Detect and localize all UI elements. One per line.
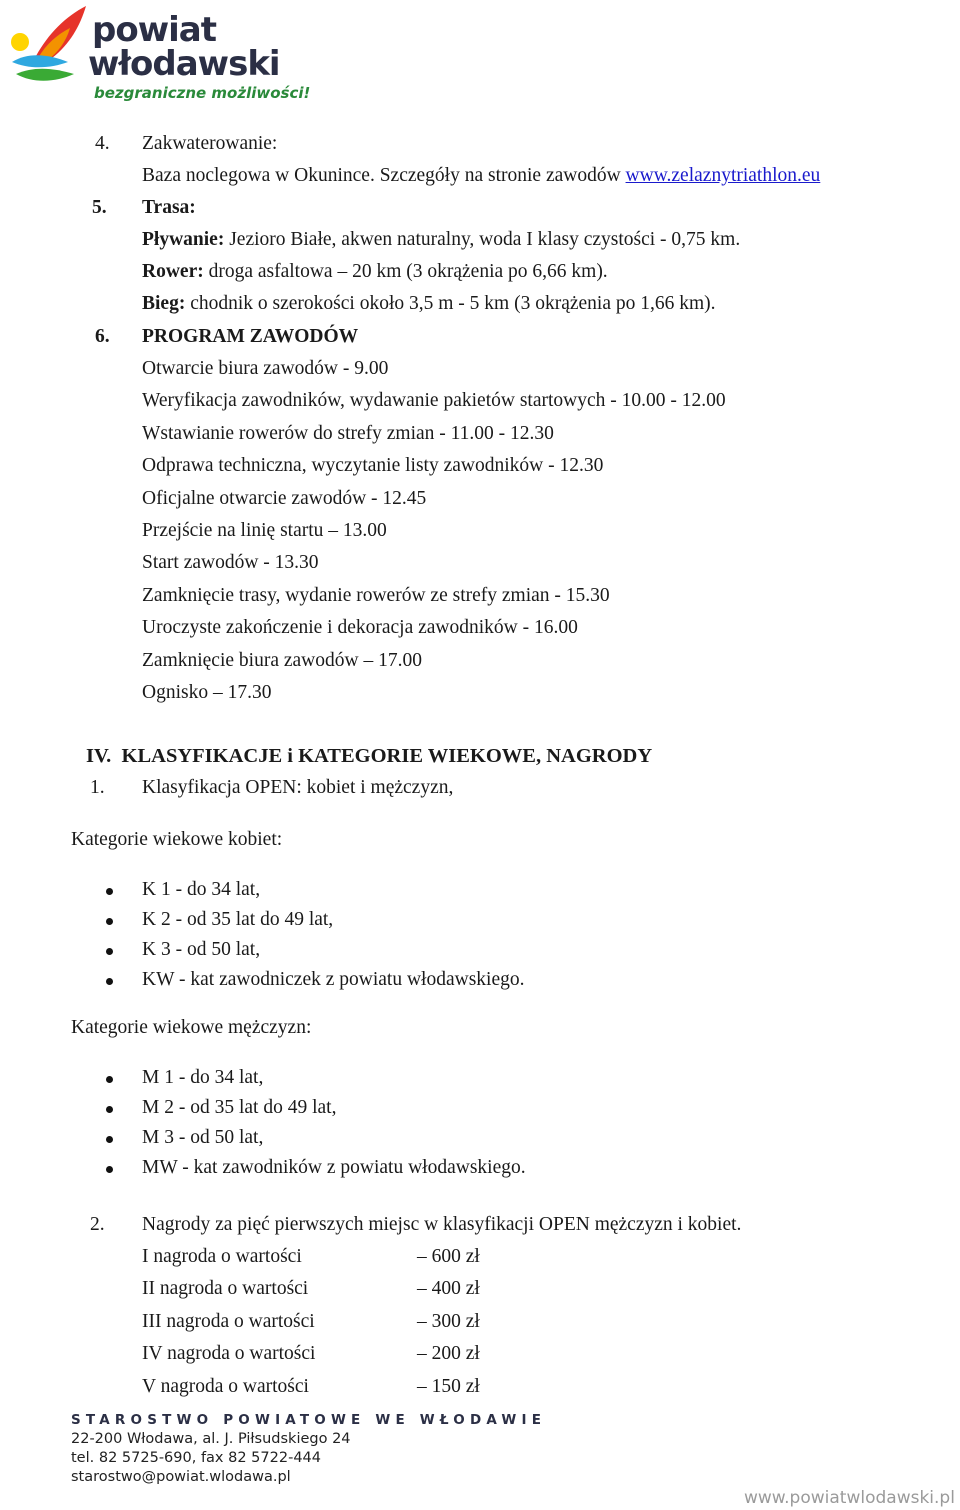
item-number: 5. (92, 197, 107, 218)
program-item: Odprawa techniczna, wyczytanie listy zawodników - 12.30 (142, 455, 604, 477)
bullet-icon (106, 1106, 113, 1113)
bullet-icon (106, 918, 113, 925)
men-category-item: M 3 - od 50 lat, (142, 1127, 264, 1148)
bullet-icon (106, 978, 113, 985)
prize-amount: – 150 zł (417, 1375, 480, 1397)
item-number: 2. (90, 1214, 105, 1235)
route-swim (142, 229, 740, 251)
footer-address: 22-200 Włodawa, al. J. Piłsudskiego 24 (71, 1431, 351, 1447)
classification-text: Klasyfikacja OPEN: kobiet i mężczyzn, (142, 777, 454, 798)
prize-amount: – 400 zł (417, 1278, 480, 1300)
women-category-item: K 1 - do 34 lat, (142, 879, 261, 900)
logo-tagline: bezgraniczne możliwości! (94, 84, 311, 102)
program-item: Zamknięcie trasy, wydanie rowerów ze strefy zmian - 15.30 (142, 584, 610, 606)
prize-label: V nagroda o wartości (142, 1375, 309, 1397)
item-number: 4. (95, 133, 110, 154)
men-category-item: M 2 - od 35 lat do 49 lat, (142, 1097, 337, 1118)
route-run (142, 293, 716, 315)
women-category-item: KW - kat zawodniczek z powiatu włodawskiego. (142, 969, 525, 990)
prize-amount: – 300 zł (417, 1310, 480, 1332)
section-heading: IV. KLASYFIKACJE i KATEGORIE WIEKOWE, NAGRODY (86, 745, 653, 767)
bullet-icon (106, 948, 113, 955)
bike-label: Rower: (142, 261, 204, 282)
program-item: Start zawodów - 13.30 (142, 552, 319, 574)
item-number: 1. (90, 777, 105, 798)
program-item: Weryfikacja zawodników, wydawanie pakietów startowych - 10.00 - 12.00 (142, 390, 726, 412)
prize-label: III nagroda o wartości (142, 1310, 315, 1332)
program-item: Zamknięcie biura zawodów – 17.00 (142, 649, 422, 671)
program-item: Oficjalne otwarcie zawodów - 12.45 (142, 487, 427, 509)
prize-label: II nagroda o wartości (142, 1278, 309, 1300)
program-item: Wstawianie rowerów do strefy zmian - 11.00 - 12.30 (142, 422, 554, 444)
logo (8, 4, 311, 110)
men-category-item: MW - kat zawodników z powiatu włodawskiego. (142, 1157, 526, 1178)
prize-label: I nagroda o wartości (142, 1246, 302, 1267)
website-link[interactable]: www.zelaznytriathlon.eu (625, 165, 821, 186)
item-number: 6. (95, 326, 110, 347)
prize-amount: – 600 zł (417, 1246, 480, 1267)
logo-sail-icon (8, 4, 98, 94)
prize-label: IV nagroda o wartości (142, 1343, 316, 1365)
bullet-icon (106, 1076, 113, 1083)
item-title: PROGRAM ZAWODÓW (142, 326, 359, 347)
bullet-icon (106, 1166, 113, 1173)
women-heading: Kategorie wiekowe kobiet: (71, 829, 283, 850)
run-label: Bieg: (142, 293, 186, 314)
men-category-item: M 1 - do 34 lat, (142, 1067, 264, 1088)
accommodation-desc: Baza noclegowa w Okunince. Szczegóły na stronie zawodów (142, 165, 626, 186)
bike-text: droga asfaltowa – 20 km (3 okrążenia po 6,66 km). (203, 261, 608, 282)
footer-phone: tel. 82 5725-690, fax 82 5722-444 (71, 1450, 321, 1466)
accommodation-text (142, 165, 820, 187)
women-category-item: K 3 - od 50 lat, (142, 939, 261, 960)
footer-email: starostwo@powiat.wlodawa.pl (71, 1469, 291, 1485)
prize-amount: – 200 zł (417, 1343, 480, 1365)
logo-line2: włodawski (88, 44, 280, 84)
program-item: Ognisko – 17.30 (142, 682, 272, 703)
bullet-icon (106, 1136, 113, 1143)
men-heading: Kategorie wiekowe mężczyzn: (71, 1017, 312, 1038)
logo-line1: powiat (92, 10, 216, 50)
prizes-intro: Nagrody za pięć pierwszych miejsc w klasyfikacji OPEN mężczyzn i kobiet. (142, 1214, 742, 1235)
swim-text: Jezioro Białe, akwen naturalny, woda I klasy czystości - 0,75 km. (224, 229, 741, 250)
item-title: Zakwaterowanie: (142, 133, 278, 154)
route-bike (142, 261, 608, 283)
swim-label: Pływanie: (142, 229, 225, 250)
bullet-icon (106, 888, 113, 895)
footer-website: www.powiatwlodawski.pl (744, 1488, 955, 1508)
footer-org: STAROSTWO POWIATOWE WE WŁODAWIE (71, 1412, 547, 1428)
program-item: Przejście na linię startu – 13.00 (142, 520, 387, 541)
item-title: Trasa: (142, 197, 196, 218)
program-item: Otwarcie biura zawodów - 9.00 (142, 358, 389, 379)
run-text: chodnik o szerokości około 3,5 m - 5 km (3 okrążenia po 1,66 km). (185, 293, 716, 314)
women-category-item: K 2 - od 35 lat do 49 lat, (142, 909, 334, 930)
program-item: Uroczyste zakończenie i dekoracja zawodników - 16.00 (142, 617, 578, 639)
